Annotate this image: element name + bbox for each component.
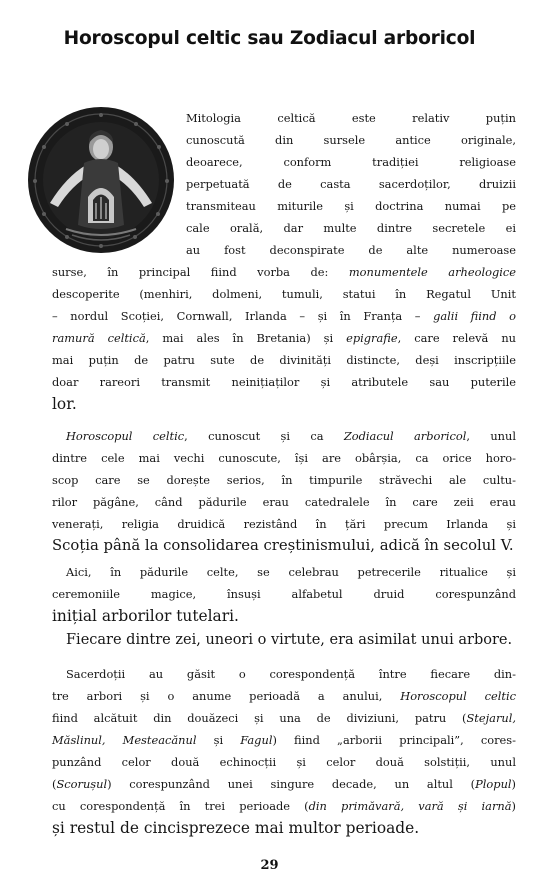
text-span: surse, în principal fiind vorba de:: [52, 265, 349, 279]
text-line: [52, 394, 516, 414]
text-span: rilor păgâne, când pădurile erau catedralele în care zeii erau: [52, 495, 516, 509]
italic-span: epigrafie: [346, 331, 398, 345]
text-span: , mai ales în Bretania) și: [145, 331, 347, 345]
text-span: cunoscută din sursele antice originale,: [186, 133, 516, 147]
text-span: ) corespunzând unei singure decade, un altul (: [107, 777, 476, 791]
italic-span: monumentele arheologice: [348, 265, 516, 279]
text-line: [52, 350, 516, 370]
text-span: scop care se dorește serios, în timpurile străvechi ale cultu-: [52, 473, 516, 487]
text-span: Aici, în pădurile celte, se celebrau petrecerile ritualice și: [66, 565, 516, 579]
italic-span: din primăvară, vară și iarnă: [308, 799, 512, 813]
text-span: doar rareori transmit neinițiaților și atributele sau puterile: [52, 375, 516, 389]
text-line: [52, 730, 516, 750]
text-line: [52, 752, 516, 772]
text-span: ): [511, 799, 516, 813]
text-span: au fost deconspirate de alte numeroase: [186, 243, 516, 257]
text-line: [52, 686, 516, 706]
italic-span: Zodiacul arboricol: [343, 429, 467, 443]
text-line: [52, 328, 516, 348]
italic-span: Fagul: [240, 733, 273, 747]
text-span: perpetuată de casta sacerdoților, druizii: [186, 177, 516, 191]
text-span: punzând celor două echinocții și celor două solstiții, unul: [52, 755, 516, 769]
text-line: [52, 708, 516, 728]
celtic-goddess-medallion-icon: [26, 105, 176, 255]
text-span: – nordul Scoției, Cornwall, Irlanda – și în Franța –: [52, 309, 434, 323]
text-span: Sacerdoții au găsit o corespondență între fiecare din-: [66, 667, 516, 681]
text-line: [52, 796, 516, 816]
text-line: [186, 174, 516, 194]
text-line: [52, 818, 516, 838]
italic-span: Măslinul, Mesteacănul: [52, 733, 197, 747]
text-span: , unul: [466, 429, 516, 443]
text-line: [52, 448, 516, 468]
text-line: [52, 536, 516, 556]
text-line: [52, 284, 516, 304]
text-line: [186, 240, 516, 260]
text-span: și: [196, 733, 241, 747]
text-span: Scoția până la consolidarea creștinismului, adică în secolul V.: [52, 537, 514, 554]
text-line: [52, 262, 516, 282]
text-span: tre arbori și o anume perioadă a anului,: [52, 689, 401, 703]
italic-span: galii fiind o: [433, 309, 516, 323]
text-line: [66, 664, 516, 684]
text-line: [52, 492, 516, 512]
page-number: 29: [260, 858, 279, 873]
text-line: [52, 584, 516, 604]
text-line: [52, 470, 516, 490]
text-span: dintre cele mai vechi cunoscute, își are obârșia, ca orice horo-: [52, 451, 516, 465]
text-line: [66, 630, 516, 650]
text-line: [66, 562, 516, 582]
text-span: descoperite (menhiri, dolmeni, tumuli, statui în Regatul Unit: [52, 287, 516, 301]
text-line: [186, 196, 516, 216]
text-span: lor.: [52, 395, 77, 413]
text-line: [52, 514, 516, 534]
text-line: [186, 218, 516, 238]
text-span: cu corespondență în trei perioade (: [52, 799, 309, 813]
text-span: ceremoniile magice, însuși alfabetul druid corespunzând: [52, 587, 516, 601]
italic-span: Scorușul: [56, 777, 108, 791]
text-span: mai puțin de patru sute de divinități distincte, deși inscripțiile: [52, 353, 516, 367]
italic-span: Horoscopul celtic: [66, 429, 185, 443]
text-span: transmiteau miturile și doctrina numai pe: [186, 199, 516, 213]
text-line: [186, 130, 516, 150]
text-span: cale orală, dar multe dintre secretele ei: [186, 221, 516, 235]
text-line: [52, 774, 516, 794]
text-span: Mitologia celtică este relativ puțin: [186, 111, 516, 125]
text-span: , cunoscut și ca: [184, 429, 344, 443]
text-span: fiind alcătuit din douăzeci și una de diviziuni, patru (: [52, 711, 467, 725]
text-span: deoarece, conform tradiției religioase: [186, 155, 516, 169]
text-span: (: [52, 777, 57, 791]
italic-span: Plopul: [475, 777, 512, 791]
text-line: [52, 306, 516, 326]
text-span: inițial arborilor tutelari.: [52, 607, 239, 625]
text-line: [186, 108, 516, 128]
text-line: [66, 426, 516, 446]
text-span: ) fiind „arborii principali”, cores-: [272, 733, 516, 747]
text-span: ): [511, 777, 516, 791]
text-span: și restul de cincisprezece mai multor perioade.: [52, 819, 420, 837]
italic-span: Horoscopul celtic: [400, 689, 516, 703]
text-span: Fiecare dintre zei, uneori o virtute, era asimilat unui arbore.: [66, 632, 513, 648]
text-line: [52, 372, 516, 392]
italic-span: Stejarul,: [466, 711, 516, 725]
text-span: venerați, religia druidică rezistând în țări precum Irlanda și: [52, 517, 516, 531]
chapter-title: Horoscopul celtic sau Zodiacul arboricol: [63, 28, 476, 49]
text-line: [186, 152, 516, 172]
text-line: [52, 606, 516, 626]
italic-span: ramură celtică: [52, 331, 146, 345]
text-span: , care relevă nu: [397, 331, 516, 345]
